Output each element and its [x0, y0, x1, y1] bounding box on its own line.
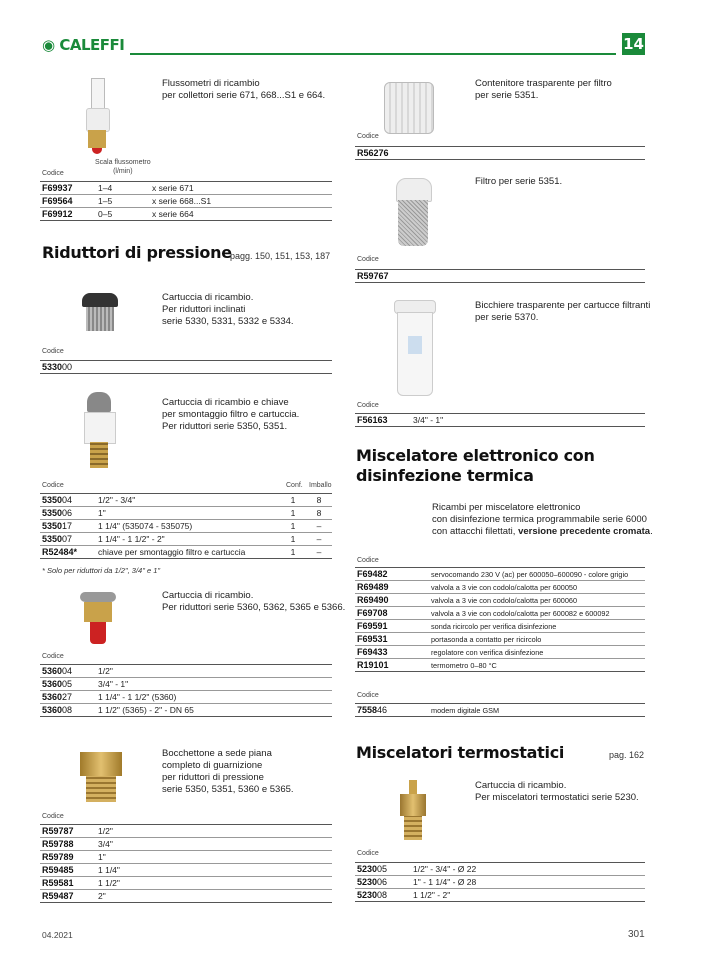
table-row — [355, 889, 645, 902]
table-row — [40, 182, 332, 195]
table-row — [40, 546, 332, 559]
table-row — [40, 890, 332, 903]
size: 3/4" - 1" — [411, 414, 645, 427]
brand-name: CALEFFI — [59, 36, 125, 54]
series-note: x serie 671 — [150, 182, 332, 195]
thermostatic-cartridge-image — [398, 780, 428, 842]
codice-label: Codice — [42, 813, 64, 820]
column-header-imballo: Imballo — [309, 482, 332, 489]
table-row — [40, 877, 332, 890]
description: modem digitale GSM — [429, 704, 645, 717]
code-suffix: 17 — [62, 521, 73, 531]
codice-label: Codice — [357, 402, 379, 409]
code-suffix: 05 — [377, 864, 388, 874]
cartridge-5360-image — [80, 592, 116, 644]
logo-mark-icon: ◉ — [42, 36, 55, 54]
codice-label: Codice — [42, 653, 64, 660]
table-row — [355, 594, 645, 607]
size: 1/2" — [96, 665, 332, 678]
code-suffix: 04 — [62, 495, 73, 505]
desc-line: per collettori serie 671, 668...S1 e 664. — [162, 90, 326, 101]
desc-line: per riduttori di pressione — [162, 772, 264, 783]
section-title-riduttori: Riduttori di pressione — [42, 243, 232, 262]
transparent-bowl-image — [394, 300, 434, 396]
table-row — [40, 704, 332, 717]
codice-label: Codice — [357, 692, 379, 699]
table-row — [40, 678, 332, 691]
flowmeter-table — [40, 181, 332, 221]
transparent-container-image — [384, 82, 432, 134]
product-code: 523006 — [355, 876, 411, 889]
page-reference: pagg. 150, 151, 153, 187 — [230, 251, 331, 261]
series-note: x serie 664 — [150, 208, 332, 221]
codice-label: Codice — [357, 850, 379, 857]
table-row — [40, 507, 332, 520]
product-code: 536027 — [40, 691, 96, 704]
table-row — [40, 665, 332, 678]
desc-line: Cartuccia di ricambio. — [475, 780, 567, 791]
desc-line: completo di guarnizione — [162, 760, 263, 771]
flow-scale: 1–5 — [96, 195, 150, 208]
product-code: R59581 — [40, 877, 96, 890]
desc-line: serie 5330, 5331, 5332 e 5334. — [162, 316, 294, 327]
product-code: 536008 — [40, 704, 96, 717]
table-row — [355, 581, 645, 594]
table-row — [40, 851, 332, 864]
product-code: F69708 — [355, 607, 429, 620]
description: sonda ricircolo per verifica disinfezione — [429, 620, 645, 633]
union-fitting-table — [40, 824, 332, 903]
desc-line: per serie 5351. — [475, 90, 539, 101]
size: 2" — [96, 890, 332, 903]
table-row — [40, 494, 332, 507]
description: valvola a 3 vie con codolo/calotta per 600060 — [429, 594, 645, 607]
product-code: R59789 — [40, 851, 96, 864]
bowl-description — [475, 300, 650, 324]
page-number: 301 — [628, 929, 645, 940]
size: 1" — [96, 851, 332, 864]
electronic-mixer-description — [432, 502, 653, 538]
chapter-badge: 14 — [623, 35, 644, 53]
flowmeter-description — [162, 78, 325, 102]
desc-line: Cartuccia di ricambio. — [162, 590, 254, 601]
cartridge-5350-image — [84, 392, 114, 470]
size: chiave per smontaggio filtro e cartuccia — [96, 546, 280, 559]
table-row — [355, 620, 645, 633]
description: valvola a 3 vie con codolo/calotta per 600050 — [429, 581, 645, 594]
desc-line: Per riduttori serie 5360, 5362, 5365 e 5366. — [162, 602, 346, 613]
product-code: 535004 — [40, 494, 96, 507]
table-row — [40, 838, 332, 851]
size: 1 1/4" — [96, 864, 332, 877]
product-code: R59485 — [40, 864, 96, 877]
product-code: 755846 — [355, 704, 429, 717]
table-row — [40, 208, 332, 221]
product-code: F69564 — [40, 195, 96, 208]
table-row — [355, 704, 645, 717]
filter-image — [396, 178, 430, 248]
size: 1 1/2" (5365) - 2" - DN 65 — [96, 704, 332, 717]
scale-header-unit: (l/min) — [113, 168, 133, 175]
desc-line: Per riduttori inclinati — [162, 304, 246, 315]
table-row — [40, 361, 332, 374]
caleffi-logo — [42, 36, 124, 54]
union-fitting-description — [162, 748, 294, 796]
cartridge-5360-description — [162, 590, 345, 614]
table-row — [355, 876, 645, 889]
size: 1" — [96, 507, 280, 520]
size: 1/2" — [96, 825, 332, 838]
cartridge-5330-image — [82, 293, 118, 333]
conf: 1 — [280, 507, 306, 520]
imballo: 8 — [306, 507, 332, 520]
description: portasonda a contatto per ricircolo — [429, 633, 645, 646]
size: 1 1/4" - 1 1/2" (5360) — [96, 691, 332, 704]
conf: 1 — [280, 533, 306, 546]
footnote: * Solo per riduttori da 1/2", 3/4" e 1" — [42, 566, 161, 575]
code-suffix: 07 — [62, 534, 73, 544]
desc-bold: versione precedente cromata — [518, 526, 651, 537]
product-code: R19101 — [355, 659, 429, 672]
table-row — [40, 691, 332, 704]
desc-line: serie 5350, 5351, 5360 e 5365. — [162, 784, 294, 795]
thermostatic-table — [355, 862, 645, 902]
table-row — [40, 195, 332, 208]
desc-line: con disinfezione termica programmabile serie 6000 — [432, 514, 647, 525]
desc-line: per serie 5370. — [475, 312, 539, 323]
size: 1 1/2" - 2" — [411, 889, 645, 902]
table-row — [355, 646, 645, 659]
electronic-mixer-table — [355, 567, 645, 672]
product-code: R59767 — [355, 270, 411, 283]
product-code: R69489 — [355, 581, 429, 594]
product-code: 535017 — [40, 520, 96, 533]
column-header-conf: Conf. — [286, 482, 303, 489]
spacer — [96, 361, 332, 374]
code-suffix: 46 — [377, 705, 388, 715]
filter-description: Filtro per serie 5351. — [475, 176, 563, 187]
size: 1 1/4" - 1 1/2" - 2" — [96, 533, 280, 546]
product-code: 535006 — [40, 507, 96, 520]
product-code: 535007 — [40, 533, 96, 546]
code-suffix: 08 — [377, 890, 388, 900]
product-code: F69433 — [355, 646, 429, 659]
desc-line: per smontaggio filtro e cartuccia. — [162, 409, 300, 420]
product-code: F69482 — [355, 568, 429, 581]
description: termometro 0–80 °C — [429, 659, 645, 672]
section-title-termostatici: Miscelatori termostatici — [356, 743, 565, 762]
product-code: R52484* — [40, 546, 96, 559]
product-code: 523008 — [355, 889, 411, 902]
product-code: R59787 — [40, 825, 96, 838]
code-suffix: 00 — [62, 362, 73, 372]
scale-header-line: Scala flussometro — [95, 159, 151, 166]
table-row — [40, 520, 332, 533]
code-suffix: 06 — [62, 508, 73, 518]
code-suffix: 27 — [62, 692, 73, 702]
cartridge-5350-description — [162, 397, 299, 433]
page-reference: pag. 162 — [609, 750, 645, 760]
codice-label: Codice — [42, 170, 64, 177]
spacer — [411, 270, 645, 283]
product-code: 533000 — [40, 361, 96, 374]
size: 1/2" - 3/4" - Ø 22 — [411, 863, 645, 876]
table-row — [40, 864, 332, 877]
cartridge-5360-table — [40, 664, 332, 717]
table-row — [355, 607, 645, 620]
desc-line: Per riduttori serie 5350, 5351. — [162, 421, 288, 432]
product-code: R59487 — [40, 890, 96, 903]
codice-label: Codice — [42, 482, 64, 489]
size: 1/2" - 3/4" — [96, 494, 280, 507]
desc-line: con attacchi filettati, — [432, 526, 519, 537]
table-row — [40, 533, 332, 546]
bowl-table — [355, 413, 645, 427]
description: servocomando 230 V (ac) per 600050–600090 - colore grigio — [429, 568, 645, 581]
product-code: 536005 — [40, 678, 96, 691]
product-code: F69937 — [40, 182, 96, 195]
table-row — [355, 414, 645, 427]
product-code: R69490 — [355, 594, 429, 607]
table-row — [40, 825, 332, 838]
product-code: F69531 — [355, 633, 429, 646]
gsm-modem-table — [355, 703, 645, 717]
desc-line: Flussometri di ricambio — [162, 78, 260, 89]
container-table — [355, 146, 645, 160]
size: 1" - 1 1/4" - Ø 28 — [411, 876, 645, 889]
product-code: R56276 — [355, 147, 411, 160]
codice-label: Codice — [357, 133, 379, 140]
flow-scale: 0–5 — [96, 208, 150, 221]
description: valvola a 3 vie con codolo/calotta per 600082 e 600092 — [429, 607, 645, 620]
footer-date: 04.2021 — [42, 930, 73, 940]
imballo: – — [306, 520, 332, 533]
codice-label: Codice — [357, 256, 379, 263]
cartridge-5350-table — [40, 493, 332, 559]
product-code: F69591 — [355, 620, 429, 633]
code-suffix: 05 — [62, 679, 73, 689]
description: regolatore con verifica disinfezione — [429, 646, 645, 659]
product-code: R59788 — [40, 838, 96, 851]
size: 3/4" — [96, 838, 332, 851]
container-description — [475, 78, 612, 102]
table-row — [355, 147, 645, 160]
imballo: 8 — [306, 494, 332, 507]
desc-line: Contenitore trasparente per filtro — [475, 78, 612, 89]
codice-label: Codice — [42, 348, 64, 355]
cartridge-5330-table — [40, 360, 332, 374]
flowmeter-image — [84, 78, 110, 160]
codice-label: Codice — [357, 557, 379, 564]
table-row — [355, 270, 645, 283]
header-rule — [130, 53, 616, 55]
section-title-miscelatore-elettronico: Miscelatore elettronico con disinfezione termica — [356, 446, 595, 485]
desc-line: Cartuccia di ricambio. — [162, 292, 254, 303]
table-row — [355, 633, 645, 646]
size: 1 1/4" (535074 - 535075) — [96, 520, 280, 533]
product-code: 523005 — [355, 863, 411, 876]
table-row — [355, 863, 645, 876]
desc-line: Bocchettone a sede piana — [162, 748, 272, 759]
spacer — [411, 147, 645, 160]
conf: 1 — [280, 546, 306, 559]
union-fitting-image — [80, 752, 122, 804]
code-suffix: 04 — [62, 666, 73, 676]
series-note: x serie 668...S1 — [150, 195, 332, 208]
code-suffix: 08 — [62, 705, 73, 715]
imballo: – — [306, 546, 332, 559]
desc-line: Cartuccia di ricambio e chiave — [162, 397, 289, 408]
table-row — [355, 659, 645, 672]
imballo: – — [306, 533, 332, 546]
table-row — [355, 568, 645, 581]
desc-line: Per miscelatori termostatici serie 5230. — [475, 792, 639, 803]
filter-table — [355, 269, 645, 283]
size: 3/4" - 1" — [96, 678, 332, 691]
scale-header — [95, 158, 151, 176]
thermostatic-description — [475, 780, 639, 804]
desc-line: Bicchiere trasparente per cartucce filtranti — [475, 300, 651, 311]
flow-scale: 1–4 — [96, 182, 150, 195]
size: 1 1/2" — [96, 877, 332, 890]
product-code: F69912 — [40, 208, 96, 221]
conf: 1 — [280, 520, 306, 533]
product-code: 536004 — [40, 665, 96, 678]
conf: 1 — [280, 494, 306, 507]
cartridge-5330-description — [162, 292, 294, 328]
product-code: F56163 — [355, 414, 411, 427]
desc-line: Ricambi per miscelatore elettronico — [432, 502, 581, 513]
code-suffix: 06 — [377, 877, 388, 887]
desc-end: . — [650, 526, 653, 537]
